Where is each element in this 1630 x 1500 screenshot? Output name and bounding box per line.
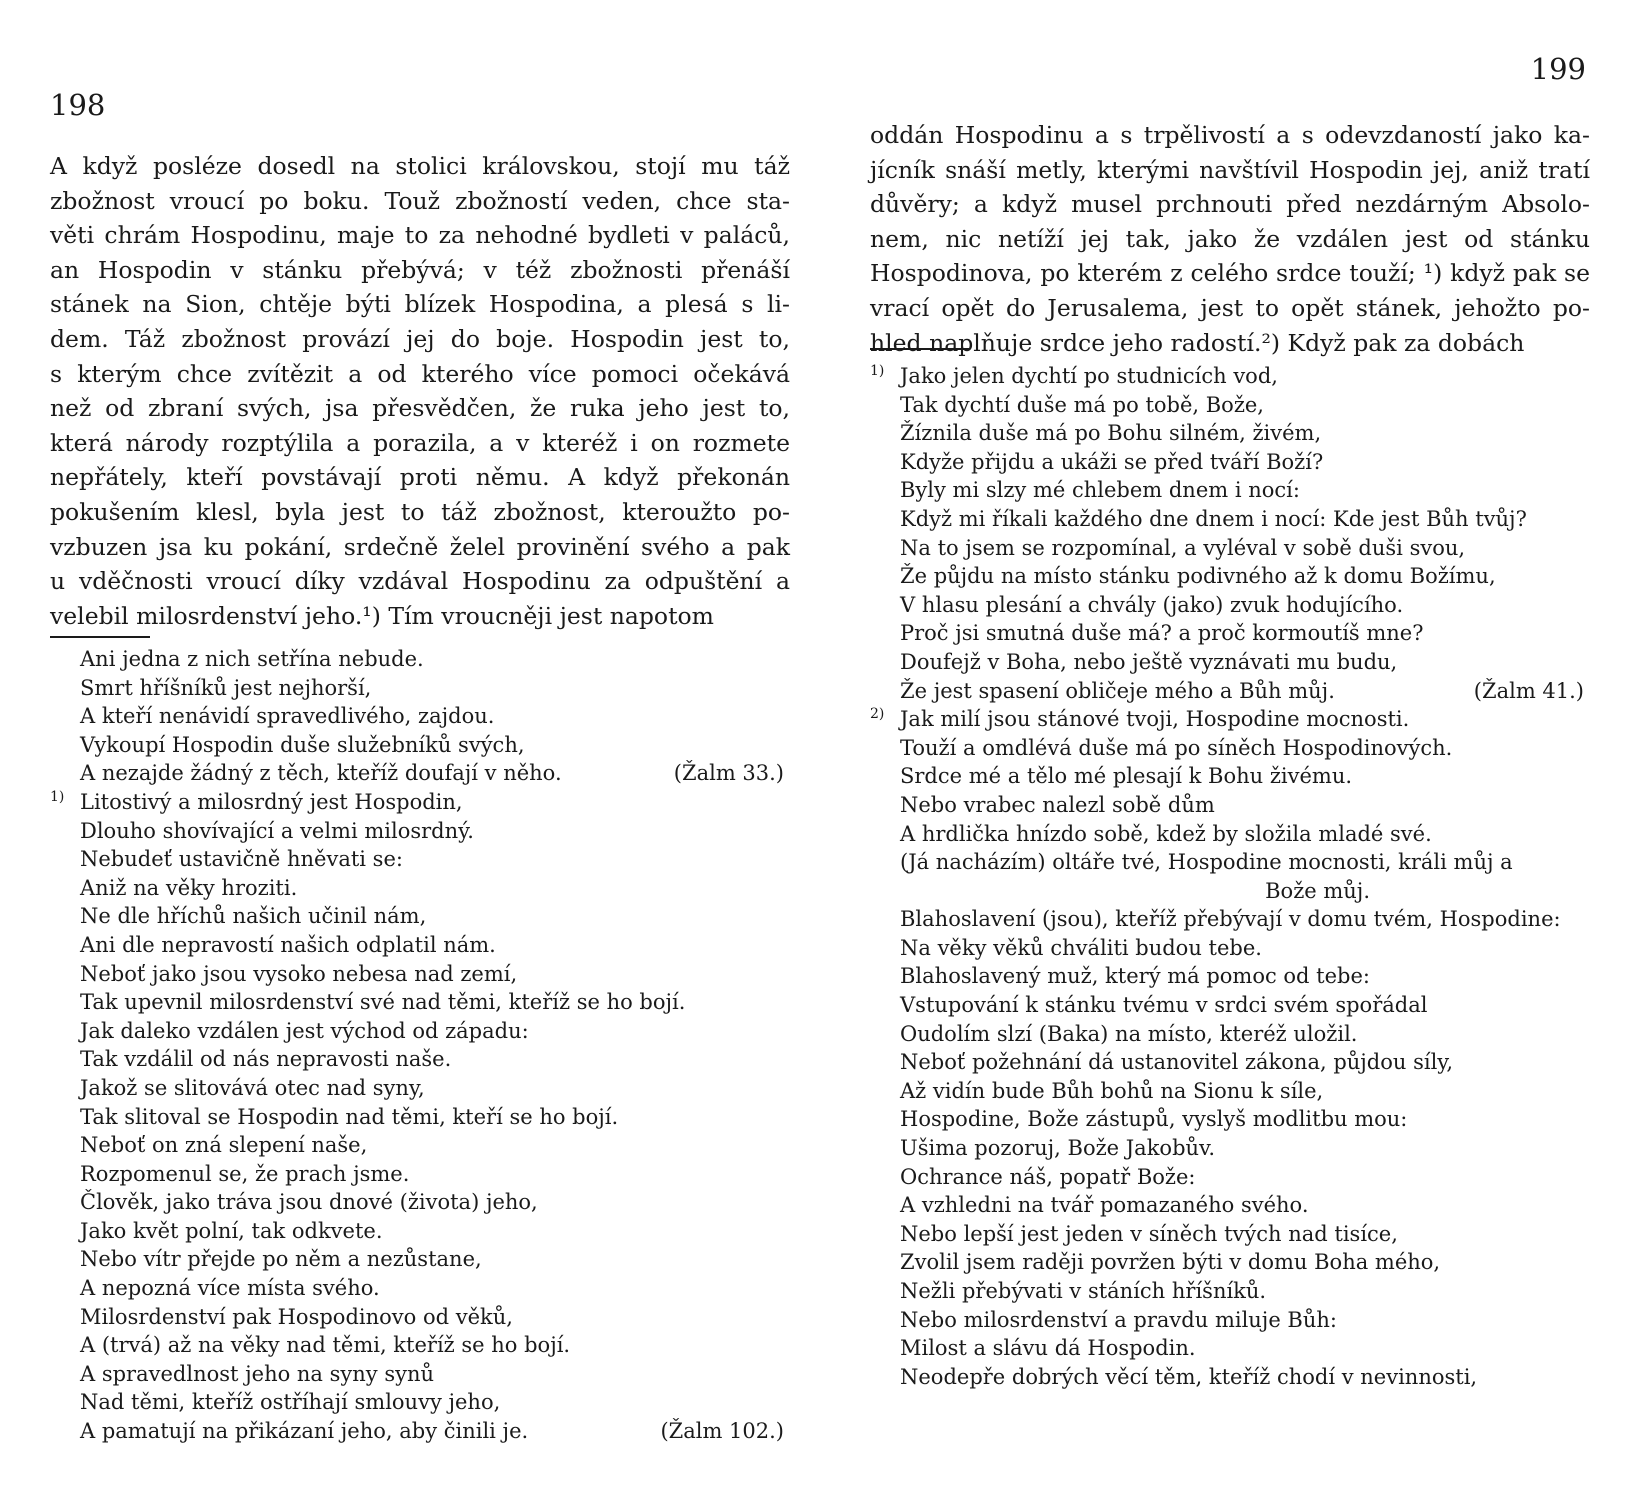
body-line: A když posléze dosedl na stolici královskou, stojí mu táž: [50, 152, 790, 180]
footnote-line: [870, 1277, 1590, 1306]
footnote-line: [50, 702, 790, 731]
footnote-text: Neboť jako jsou vysoko nebesa nad zemí,: [80, 961, 518, 986]
footnote-text: Tak dychtí duše má po tobě, Bože,: [900, 392, 1264, 417]
psalm-reference: (Žalm 41.): [1473, 678, 1584, 703]
footnote-text: Nebo vrabec nalezl sobě dům: [900, 792, 1215, 817]
footnote-line: [870, 562, 1590, 591]
footnote-text: Smrt hříšníků jest nejhorší,: [80, 675, 372, 700]
right-page: [870, 0, 1590, 1500]
page-number-left: 198: [50, 88, 106, 122]
body-line: než od zbraní svých, jsa přesvědčen, že ruka jeho jest to,: [50, 394, 790, 423]
footnote-line: [50, 1274, 790, 1303]
body-line: velebil milosrdenství jeho.¹) Tím vroucněji jest napotom: [50, 601, 714, 630]
footnote-line: [870, 1191, 1590, 1220]
footnote-text: Vstupování k stánku tvému v srdci svém spořádal: [900, 993, 1428, 1018]
footnote-text: A (trvá) až na věky nad těmi, kteříž se ho bojí.: [80, 1333, 571, 1358]
footnote-line: [870, 362, 1590, 391]
body-line: nepřátely, kteří povstávají proti němu. A když překonán: [50, 463, 790, 492]
footnote-line: [870, 962, 1590, 991]
footnote-text: Nebo milosrdenství a pravdu miluje Bůh:: [900, 1307, 1337, 1332]
footnote-line: [870, 448, 1590, 477]
footnote-text: (Já nacházím) oltáře tvé, Hospodine mocnosti, králi můj a: [900, 850, 1513, 875]
footnote-text: A spravedlnost jeho na syny synů: [80, 1361, 435, 1386]
footnote-line: [870, 1363, 1590, 1392]
footnote-line: [50, 845, 790, 874]
footnote-line: [870, 820, 1590, 849]
body-line: u vděčnosti vroucí díky vzdával Hospodinu za odpuštění a: [50, 567, 790, 596]
footnote-rule-right: [870, 348, 970, 350]
body-line: věti chrám Hospodinu, maje to za nehodné bydleti v paláců,: [50, 221, 790, 250]
body-text-right: [870, 118, 1590, 360]
footnote-text: A vzhledni na tvář pomazaného svého.: [900, 1193, 1309, 1218]
footnote-line: [870, 1105, 1590, 1134]
body-line: dem. Táž zbožnost provází jej do boje. Hospodin jest to,: [50, 324, 790, 353]
footnote-line: [870, 848, 1590, 877]
body-line: vzbuzen jsa ku pokání, srdečně želel provinění svého a pak: [50, 532, 790, 561]
footnote-line: [50, 674, 790, 703]
body-line: oddán Hospodinu a s trpělivostí a s odevzdaností jako ka-: [870, 121, 1590, 149]
footnote-text: Aniž na věky hroziti.: [80, 875, 298, 900]
footnote-line: [50, 1360, 790, 1389]
body-line: nem, nic netíží jej tak, jako že vzdálen jest od stánku: [870, 224, 1590, 253]
psalm-reference: (Žalm 33.): [673, 761, 784, 786]
footnote-line: [50, 759, 790, 788]
footnote-line: [50, 1217, 790, 1246]
footnote-text: Když mi říkali každého dne dnem i nocí: Kde jest Bůh tvůj?: [900, 506, 1527, 531]
footnote-text: Blahoslavený muž, který má pomoc od tebe:: [900, 964, 1370, 989]
footnote-text: Na věky věků chváliti budou tebe.: [900, 935, 1262, 960]
footnote-text: Neboť on zná slepení naše,: [80, 1133, 368, 1158]
footnote-text: Blahoslavení (jsou), kteříž přebývají v domu tvém, Hospodine:: [900, 907, 1561, 932]
footnote-line: [870, 934, 1590, 963]
footnote-text: A nepozná více místa svého.: [80, 1276, 380, 1301]
left-page: [50, 0, 790, 1500]
footnote-line: [50, 1160, 790, 1189]
footnote-line: [870, 991, 1590, 1020]
body-line: jícník snáší metly, kterými navštívil Hospodin jej, aniž tratí: [870, 155, 1590, 184]
footnote-line: [50, 1045, 790, 1074]
footnote-line: [50, 1245, 790, 1274]
footnote-text: Hospodine, Bože zástupů, vyslyš modlitbu mou:: [900, 1107, 1408, 1132]
footnote-text: Na to jsem se rozpomínal, a vyléval v sobě duši svou,: [900, 535, 1466, 560]
footnote-text: Byly mi slzy mé chlebem dnem i nocí:: [900, 478, 1300, 503]
footnote-line: [870, 391, 1590, 420]
footnote-line: [50, 1017, 790, 1046]
footnote-line: [870, 476, 1590, 505]
body-line: pokušením klesl, byla jest to táž zbožnost, kteroužto po-: [50, 497, 790, 526]
footnote-line: [50, 1388, 790, 1417]
page-number-right: 199: [1530, 52, 1586, 86]
footnote-line: [50, 1331, 790, 1360]
footnote-line: [870, 877, 1590, 906]
footnote-line: [50, 1131, 790, 1160]
footnote-line: [50, 731, 790, 760]
footnote-text: Neboť požehnání dá ustanovitel zákona, půjdou síly,: [900, 1050, 1454, 1075]
footnote-text: Zvolil jsem raději povržen býti v domu Boha mého,: [900, 1250, 1441, 1275]
footnote-text: Nebo lepší jest jeden v síněch tvých nad tisíce,: [900, 1221, 1398, 1246]
footnote-line: [870, 705, 1590, 734]
footnote-line: [870, 1220, 1590, 1249]
footnote-line: [870, 1048, 1590, 1077]
psalm-reference: (Žalm 102.): [660, 1419, 784, 1444]
footnote-text: Nad těmi, kteříž ostříhají smlouvy jeho,: [80, 1390, 501, 1415]
body-line: zbožnost vroucí po boku. Touž zbožností veden, chce sta-: [50, 186, 790, 215]
footnote-text: Kdyže přijdu a ukáži se před tváří Boží?: [900, 449, 1324, 474]
footnote-line: [870, 505, 1590, 534]
footnote-line: [50, 1188, 790, 1217]
footnote-text: Jak daleko vzdálen jest východ od západu:: [80, 1018, 529, 1043]
footnote-text: Nebo vítr přejde po něm a nezůstane,: [80, 1247, 482, 1272]
footnote-marker: 2): [870, 706, 885, 723]
footnote-text: Až vidín bude Bůh bohů na Sionu k síle,: [900, 1078, 1324, 1103]
footnote-text: Že půjdu na místo stánku podivného až k domu Božímu,: [900, 564, 1496, 589]
footnote-text: Tak vzdálil od nás nepravosti naše.: [80, 1047, 452, 1072]
footnote-line: [870, 734, 1590, 763]
footnote-line: [870, 1134, 1590, 1163]
footnote-line: [50, 1074, 790, 1103]
body-line: stánek na Sion, chtěje býti blízek Hospodina, a plesá s li-: [50, 290, 790, 319]
footnote-line: [50, 817, 790, 846]
footnote-line: [50, 1303, 790, 1332]
footnote-line: [870, 1306, 1590, 1335]
footnote-text: Tak slitoval se Hospodin nad těmi, kteří se ho bojí.: [80, 1104, 619, 1129]
footnote-text: Dlouho shovívající a velmi milosrdný.: [80, 818, 474, 843]
footnote-text: Ani dle nepravostí našich odplatil nám.: [80, 932, 496, 957]
footnote-line: [870, 619, 1590, 648]
footnotes-right: [870, 362, 1590, 1391]
body-line: hled naplňuje srdce jeho radostí.²) Když pak za dobách: [870, 328, 1525, 357]
footnote-text: Člověk, jako tráva jsou dnové (života) jeho,: [80, 1190, 538, 1215]
footnote-line: [870, 648, 1590, 677]
footnote-text: Doufejž v Boha, nebo ještě vyznávati mu budu,: [900, 649, 1398, 674]
footnote-text: Litostivý a milosrdný jest Hospodin,: [80, 789, 463, 814]
footnote-text: Jak milí jsou stánové tvoji, Hospodine mocnosti.: [900, 707, 1410, 732]
footnote-text: Nežli přebývati v stáních hříšníků.: [900, 1279, 1267, 1303]
footnote-line: [50, 960, 790, 989]
footnote-text: Bože můj.: [1265, 878, 1370, 903]
footnote-line: [870, 419, 1590, 448]
footnote-text: Ne dle hříchů našich učinil nám,: [80, 904, 427, 929]
footnote-text: Nebudeť ustavičně hněvati se:: [80, 847, 403, 872]
footnote-line: [50, 874, 790, 903]
footnote-line: [870, 1077, 1590, 1106]
footnote-line: [870, 1248, 1590, 1277]
footnote-line: [50, 1103, 790, 1132]
footnote-line: [870, 677, 1590, 706]
footnote-text: Proč jsi smutná duše má? a proč kormoutíš mne?: [900, 621, 1424, 646]
footnote-text: Neodepře dobrých věcí těm, kteříž chodí v nevinnosti,: [900, 1364, 1478, 1389]
footnote-line: [50, 931, 790, 960]
body-line: Hospodinova, po kterém z celého srdce touží; ¹) když pak se: [870, 259, 1590, 288]
footnote-text: Jako květ polní, tak odkvete.: [80, 1218, 383, 1243]
footnote-text: Milost a slávu dá Hospodin.: [900, 1336, 1196, 1361]
footnote-line: [870, 791, 1590, 820]
footnote-line: [870, 534, 1590, 563]
footnote-text: Jakož se slitovává otec nad syny,: [80, 1075, 425, 1100]
footnote-text: A nezajde žádný z těch, kteříž doufají v něho.: [80, 761, 562, 786]
footnote-text: Touží a omdlévá duše má po síněch Hospodinových.: [900, 735, 1453, 760]
footnote-line: [50, 988, 790, 1017]
footnote-line: [50, 645, 790, 674]
footnote-line: [50, 902, 790, 931]
footnote-text: Vykoupí Hospodin duše služebníků svých,: [80, 732, 525, 757]
body-line: s kterým chce zvítězit a od kterého více pomoci očekává: [50, 359, 790, 388]
footnote-line: [870, 1020, 1590, 1049]
footnote-text: A pamatují na přikázaní jeho, aby činili je.: [80, 1419, 529, 1444]
footnote-line: [870, 1163, 1590, 1192]
body-line: důvěry; a když musel prchnouti před nezdárným Absolo-: [870, 190, 1590, 219]
footnote-marker: 1): [870, 363, 885, 379]
footnote-text: Ochrance náš, popatř Bože:: [900, 1164, 1196, 1189]
footnote-rule-left: [50, 636, 150, 638]
footnote-text: Srdce mé a tělo mé plesají k Bohu živému.: [900, 764, 1353, 789]
footnote-marker: 1): [50, 788, 65, 805]
footnote-text: Žíznila duše má po Bohu silném, živém,: [900, 421, 1322, 446]
body-line: která národy rozptýlila a porazila, a v kteréž i on rozmete: [50, 428, 790, 457]
footnote-line: [870, 905, 1590, 934]
footnotes-left: [50, 645, 790, 1446]
footnote-text: A kteří nenávidí spravedlivého, zajdou.: [80, 704, 495, 729]
footnote-text: A hrdlička hnízdo sobě, kdež by složila mladé své.: [900, 821, 1432, 846]
footnote-text: Oudolím slzí (Baka) na místo, kteréž uložil.: [900, 1021, 1358, 1046]
footnote-line: [870, 1334, 1590, 1363]
footnote-text: Tak upevnil milosrdenství své nad těmi, kteříž se ho bojí.: [80, 990, 686, 1015]
footnote-text: Že jest spasení obličeje mého a Bůh můj.: [900, 678, 1335, 703]
footnote-line: [870, 591, 1590, 620]
footnote-line: [50, 1417, 790, 1446]
body-line: an Hospodin v stánku přebývá; v též zbožnosti přenáší: [50, 255, 790, 284]
body-line: vrací opět do Jerusalema, jest to opět stánek, jehožto po-: [870, 293, 1590, 322]
footnote-line: [870, 762, 1590, 791]
footnote-text: Ušima pozoruj, Bože Jakobův.: [900, 1136, 1216, 1161]
footnote-text: Rozpomenul se, že prach jsme.: [80, 1161, 410, 1186]
footnote-text: Milosrdenství pak Hospodinovo od věků,: [80, 1304, 513, 1329]
footnote-text: V hlasu plesání a chvály (jako) zvuk hodujícího.: [900, 592, 1404, 617]
footnote-text: Ani jedna z nich setřína nebude.: [80, 647, 424, 671]
footnote-text: Jako jelen dychtí po studnicích vod,: [900, 364, 1278, 388]
footnote-line: [50, 788, 790, 817]
body-text-left: [50, 149, 790, 633]
